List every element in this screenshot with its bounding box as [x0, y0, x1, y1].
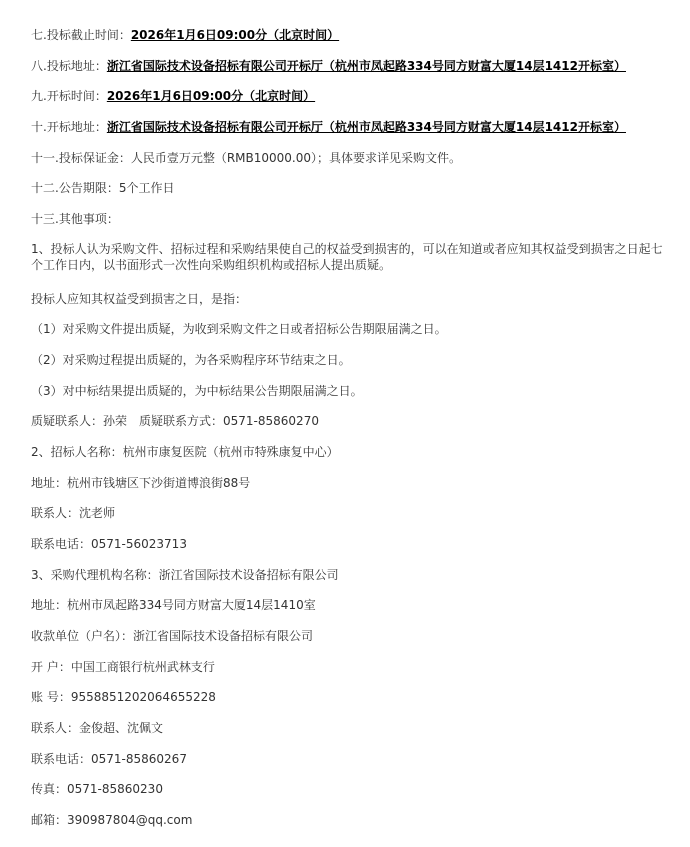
tenderer-contact-line: 联系人：沈老师	[31, 506, 116, 520]
bid-bond-line: 十一.投标保证金：人民币壹万元整（RMB10000.00）；具体要求详见采购文件。	[31, 151, 461, 165]
complaint-date-definition: 投标人应知其权益受到损害之日，是指：	[31, 292, 248, 306]
bid-deadline-value: 2026年1月6日09:00分（北京时间）	[130, 28, 340, 42]
bid-location-label: 八.投标地址：	[31, 59, 107, 73]
notice-period-line: 十二.公告期限：5个工作日	[31, 181, 175, 195]
tenderer-phone-line: 联系电话：0571-56023713	[31, 537, 187, 551]
tenderer-address-line: 地址：杭州市钱塘区下沙街道博浪街88号	[31, 476, 251, 490]
fax-line: 传真：0571-85860230	[31, 782, 163, 796]
bid-location-line	[31, 58, 626, 74]
opening-location-label: 十.开标地址：	[31, 120, 107, 134]
opening-location-line	[31, 119, 626, 135]
complaint-point-2: （2）对采购过程提出质疑的，为各采购程序环节结束之日。	[31, 353, 351, 367]
opening-time-line	[31, 88, 315, 104]
account-line: 账 号：9558851202064655228	[31, 690, 216, 704]
agency-phone-line: 联系电话：0571-85860267	[31, 752, 187, 766]
complaint-point-1: （1）对采购文件提出质疑，为收到采购文件之日或者招标公告期限届满之日。	[31, 322, 447, 336]
bid-location-value: 浙江省国际技术设备招标有限公司开标厅（杭州市凤起路334号同方财富大厦14层1412开标室）	[106, 59, 626, 73]
opening-time-label: 九.开标时间：	[31, 89, 107, 103]
agency-contact-line: 联系人：金俊超、沈佩文	[31, 721, 164, 735]
bid-deadline-label: 七.投标截止时间：	[31, 28, 131, 42]
email-line: 邮箱：390987804@qq.com	[31, 813, 193, 827]
other-matters-heading: 十三.其他事项：	[31, 212, 119, 226]
agency-address-line: 地址：杭州市凤起路334号同方财富大厦14层1410室	[31, 598, 316, 612]
complaint-contact: 质疑联系人：孙荣	[31, 414, 128, 428]
payee-line: 收款单位（户名）：浙江省国际技术设备招标有限公司	[31, 629, 314, 643]
opening-time-value: 2026年1月6日09:00分（北京时间）	[106, 89, 316, 103]
bid-deadline-line	[31, 27, 339, 43]
agency-name-line: 3、采购代理机构名称：浙江省国际技术设备招标有限公司	[31, 568, 339, 582]
complaint-phone: 质疑联系方式：0571-85860270	[139, 414, 319, 428]
opening-location-value: 浙江省国际技术设备招标有限公司开标厅（杭州市凤起路334号同方财富大厦14层1412开标室）	[106, 120, 626, 134]
tenderer-name-line: 2、招标人名称：杭州市康复医院（杭州市特殊康复中心）	[31, 445, 339, 459]
bank-line: 开 户：中国工商银行杭州武林支行	[31, 660, 215, 674]
complaint-rights-paragraph: 1、投标人认为采购文件、招标过程和采购结果使自己的权益受到损害的，可以在知道或者应知其权益受到损害之日起七个工作日内，以书面形式一次性向采购组织机构或招标人提出质疑。	[31, 242, 663, 272]
complaint-point-3: （3）对中标结果提出质疑的，为中标结果公告期限届满之日。	[31, 384, 363, 398]
complaint-contact-line	[31, 413, 319, 429]
